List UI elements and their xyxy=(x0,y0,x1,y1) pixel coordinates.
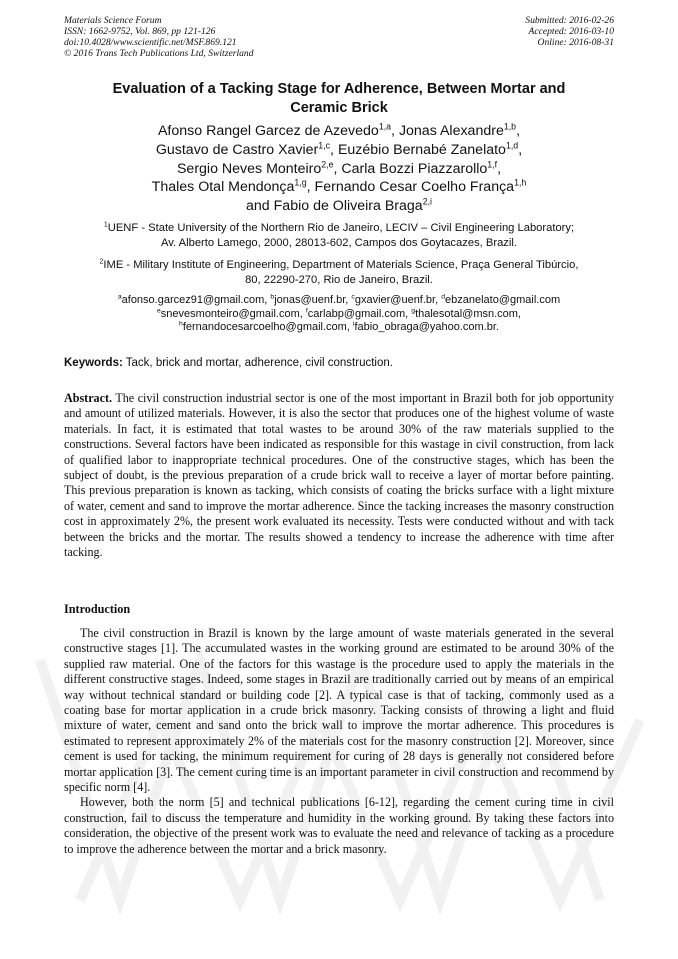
email-mark: e xyxy=(157,306,161,314)
email-mark: d xyxy=(441,293,446,301)
affiliation-line xyxy=(60,258,618,273)
accepted-date: Accepted: 2016-03-10 xyxy=(528,26,614,37)
email-address: gxavier@uenf.br, xyxy=(354,294,439,306)
paragraph: However, both the norm [5] and technical publications [6-12], regarding the cement curing time in civil construction, fail to discuss the temperature and humidity in the working ground. By taking these factors into consideration, the objective of the present work was to evaluate the need and relevance of tacking as a procedure to improve the adherence between the mortar and a brick masonry. xyxy=(64,795,614,856)
author-line: Gustavo de Castro Xavier$^{1,c}$, Euzébio Bernabé Zanelato$^{1,d}$, xyxy=(155,140,523,158)
email-mark: c xyxy=(351,293,355,301)
email-mark: h xyxy=(179,320,183,328)
email-address: fernandocesarcoelho@gmail.com, xyxy=(182,321,350,333)
email-address: ebzanelato@gmail.com xyxy=(445,294,561,306)
author-affiliation-mark: 1,b xyxy=(503,121,517,132)
author-name: Fabio de Oliveira Braga xyxy=(273,198,423,215)
online-date: Online: 2016-08-31 xyxy=(537,37,614,48)
author-name: Euzébio Bernabé Zanelato xyxy=(337,141,506,158)
email-line xyxy=(60,308,618,322)
email-address: snevesmonteiro@gmail.com, xyxy=(160,307,303,320)
email-mark: i xyxy=(352,320,355,328)
keywords xyxy=(64,356,393,370)
paper-title xyxy=(60,80,618,118)
affiliation-line: 80, 22290-270, Rio de Janeiro, Brazil. xyxy=(245,274,433,286)
author-affiliation-mark: 2,i xyxy=(422,196,432,207)
affiliation-ime xyxy=(60,258,618,288)
author-affiliation-mark: 1,c xyxy=(318,140,331,151)
author-name: Carla Bozzi Piazzarollo xyxy=(341,160,488,177)
author-list xyxy=(60,122,618,216)
author-line: Afonso Rangel Garcez de Azevedo$^{1,a}$, Jonas Alexandre$^{1,b}$, xyxy=(157,121,521,139)
author-affiliation-mark: 2,e xyxy=(321,158,334,169)
author-name: Sergio Neves Monteiro xyxy=(176,160,322,177)
author-affiliation-mark: 1,h xyxy=(514,177,527,188)
abstract-text: The civil construction industrial sector is one of the most important in Brazil both for job opportunity and amount of utilized materials. However, it is also the sector that produces one of the highest volume of waste materials. In fact, it is estimated that total wastes to be around 30% of the raw materials supplied to the constructions. Several factors have been indicated as responsible for this wastage in civil construction, from lack of qualified labor to inappropriate technical procedures. One of the constructive stages, which has been the subject of doubt, is the previous preparation of a crude brick wall to receive a layer of mortar before painting. This previous preparation is known as tacking, which consists of coating the bricks surface with a light mixture of water, cement and sand to improve the mortar adherence. Since the tacking increases the masonry construction cost in approximately 2%, the present work evaluated its necessity. Tests were conducted without and with tack between the bricks and the mortar. The results showed a tendency to increase the adherence with time after tacking. xyxy=(64,391,614,560)
keywords-text: Tack, brick and mortar, adherence, civil construction. xyxy=(122,357,393,369)
email-address: afonso.garcez91@gmail.com, xyxy=(121,294,268,306)
affiliation-line xyxy=(60,221,618,236)
author-affiliation-mark: 1,a xyxy=(378,121,392,132)
author-name: Gustavo de Castro Xavier xyxy=(155,141,319,158)
journal-info xyxy=(64,15,254,59)
submission-dates xyxy=(525,15,614,48)
author-conjunction: and xyxy=(246,198,274,215)
journal-issn: ISSN: 1662-9752, Vol. 869, pp 121-126 xyxy=(64,26,216,37)
email-line xyxy=(60,321,618,335)
title-line: Evaluation of a Tacking Stage for Adherence, Between Mortar and xyxy=(112,81,566,97)
title-line: Ceramic Brick xyxy=(290,100,388,116)
introduction-body xyxy=(64,626,614,857)
affiliation-mark: 2 xyxy=(99,258,104,266)
author-emails xyxy=(60,294,618,335)
email-mark: b xyxy=(270,293,275,301)
author-name: Afonso Rangel Garcez de Azevedo xyxy=(157,123,379,139)
keywords-label: Keywords: xyxy=(64,357,123,369)
author-name: Thales Otal Mendonça xyxy=(151,179,295,196)
email-address: thalesotal@msn.com, xyxy=(415,307,521,320)
journal-copyright: © 2016 Trans Tech Publications Ltd, Switzerland xyxy=(64,48,254,59)
email-address: fabio_obraga@yahoo.com.br. xyxy=(354,321,499,333)
journal-name: Materials Science Forum xyxy=(64,15,162,26)
email-mark: a xyxy=(117,293,122,301)
author-affiliation-mark: 1,f xyxy=(487,158,498,169)
author-line xyxy=(60,197,618,216)
author-line: Thales Otal Mendonça$^{1,g}$, Fernando Cesar Coelho França$^{1,h}$ xyxy=(151,177,527,196)
author-name: Fernando Cesar Coelho França xyxy=(314,179,515,196)
email-mark: f xyxy=(305,306,308,314)
abstract-label: Abstract. xyxy=(64,391,113,405)
email-line xyxy=(60,294,618,308)
author-affiliation-mark: 1,g xyxy=(294,177,307,188)
affiliation-line: Av. Alberto Lamego, 2000, 28013-602, Campos dos Goytacazes, Brazil. xyxy=(161,237,517,249)
affiliation-mark: 1 xyxy=(103,221,108,229)
author-name: Jonas Alexandre xyxy=(398,123,504,139)
author-affiliation-mark: 1,d xyxy=(505,140,519,151)
author-line: Sergio Neves Monteiro$^{2,e}$, Carla Bozzi Piazzarollo$^{1,f}$, xyxy=(176,158,502,177)
abstract xyxy=(64,391,614,560)
affiliation-text: UENF - State University of the Northern Rio de Janeiro, LECIV – Civil Engineering Laboratory; xyxy=(107,222,575,234)
affiliation-uenf xyxy=(60,221,618,251)
email-mark: g xyxy=(411,306,416,314)
section-heading-introduction: Introduction xyxy=(64,602,131,616)
email-address: carlabp@gmail.com, xyxy=(307,307,409,320)
paragraph: The civil construction in Brazil is known by the large amount of waste materials generated in the several constructive stages [1]. The accumulated wastes in the working ground are estimated to be around 30% of the supplied raw material. One of the factors for this wastage is the procedure used to apply the materials in the different constructive stages. Indeed, some stages in Brazil are traditionally carried out by means of an empirical way without technical standard or building code [2]. A typical case is that of tacking, commonly used as a coating base for mortar application in a crude brick masonry. Tacking consists of throwing a light and fluid mixture of water, cement and sand onto the brick wall to improve the mortar adherence. This procedures is estimated to represent approximately 2% of the materials cost for the masonry construction [2]. Moreover, since cement is used for tacking, the minimum requirement for curing of 28 days is generally not considered before mortar application [3]. The cement curing time is an important parameter in civil construction and recommend by specific norm [4]. xyxy=(64,626,614,795)
affiliation-text: IME - Military Institute of Engineering, Department of Materials Science, Praça General Tibúrcio, xyxy=(103,259,579,271)
submitted-date: Submitted: 2016-02-26 xyxy=(525,15,614,26)
email-address: jonas@uenf.br, xyxy=(274,294,349,306)
journal-doi: doi:10.4028/www.scientific.net/MSF.869.121 xyxy=(64,37,237,48)
